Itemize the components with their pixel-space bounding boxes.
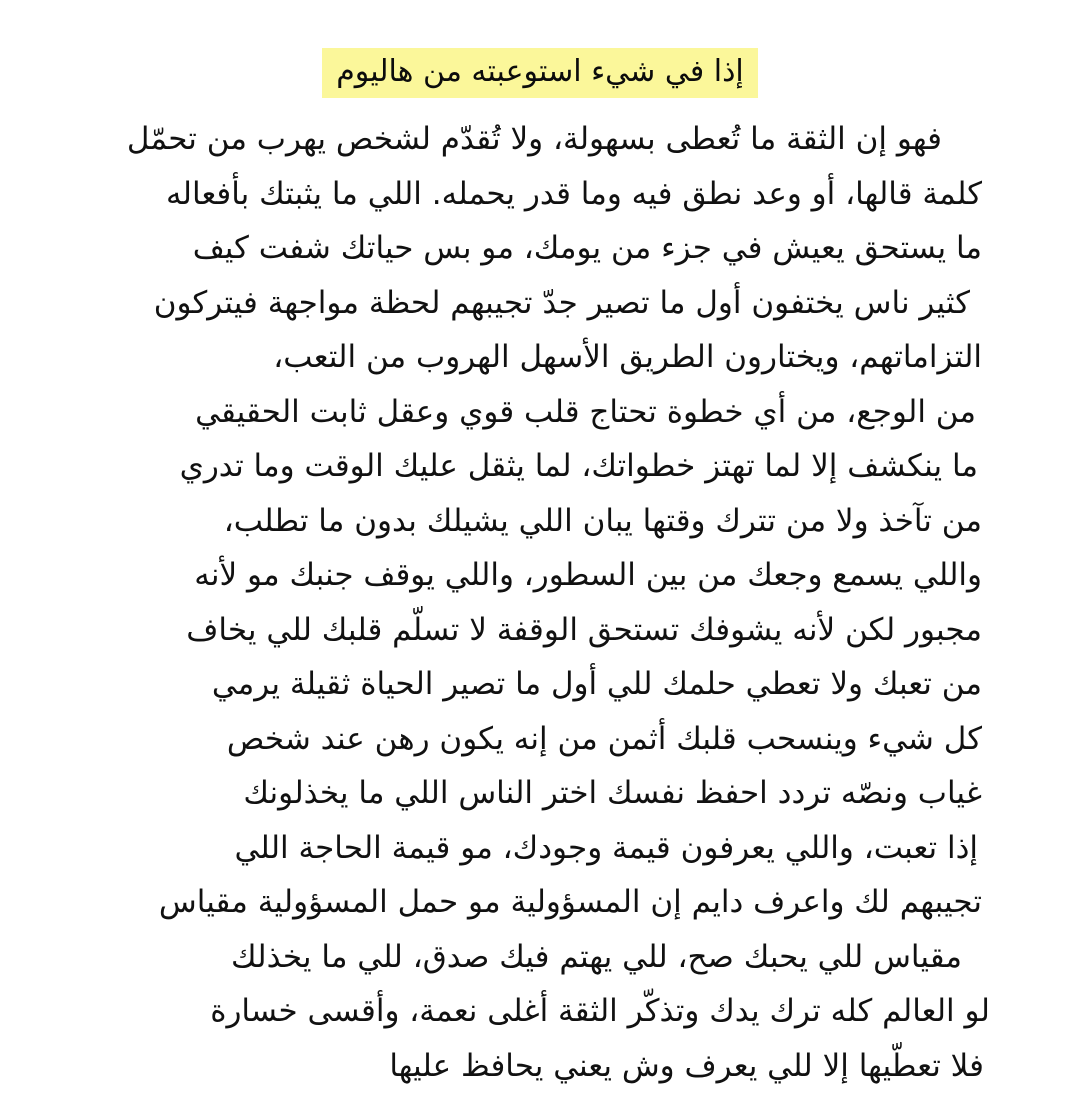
- text-line: مجبور لكن لأنه يشوفك تستحق الوقفة لا تسلّم قلبك للي يخاف: [100, 603, 990, 658]
- text-line: ما يستحق يعيش في جزء من يومك، مو بس حياتك شفت كيف: [100, 221, 990, 276]
- body-paragraph: [100, 112, 990, 1093]
- text-line: كثير ناس يختفون أول ما تصير جدّ تجيبهم لحظة مواجهة فيتركون: [100, 276, 990, 331]
- text-line: تجيبهم لك واعرف دايم إن المسؤولية مو حمل المسؤولية مقياس: [100, 875, 990, 930]
- text-line: واللي يسمع وجعك من بين السطور، واللي يوقف جنبك مو لأنه: [100, 548, 990, 603]
- text-line: فهو إن الثقة ما تُعطى بسهولة، ولا تُقدّم لشخص يهرب من تحمّل: [100, 112, 990, 167]
- text-line: كلمة قالها، أو وعد نطق فيه وما قدر يحمله. اللي ما يثبتك بأفعاله: [100, 167, 990, 222]
- text-line: لو العالم كله ترك يدك وتذكّر الثقة أغلى نعمة، وأقسى خسارة: [100, 984, 990, 1039]
- text-line: ما ينكشف إلا لما تهتز خطواتك، لما يثقل عليك الوقت وما تدري: [100, 439, 990, 494]
- text-line: كل شيء وينسحب قلبك أثمن من إنه يكون رهن عند شخص: [100, 712, 990, 767]
- text-line: فلا تعطّيها إلا للي يعرف وش يعني يحافظ عليها: [100, 1039, 990, 1093]
- text-line: مقياس للي يحبك صح، للي يهتم فيك صدق، للي ما يخذلك: [100, 930, 990, 985]
- text-line: غياب ونصّه تردد احفظ نفسك اختر الناس اللي ما يخذلونك: [100, 766, 990, 821]
- text-line: إذا تعبت، واللي يعرفون قيمة وجودك، مو قيمة الحاجة اللي: [100, 821, 990, 876]
- text-line: من تعبك ولا تعطي حلمك للي أول ما تصير الحياة ثقيلة يرمي: [100, 657, 990, 712]
- text-line: من تآخذ ولا من تترك وقتها يبان اللي يشيلك بدون ما تطلب،: [100, 494, 990, 549]
- highlighted-title: إذا في شيء استوعبته من هاليوم: [322, 48, 758, 98]
- text-line: من الوجع، من أي خطوة تحتاج قلب قوي وعقل ثابت الحقيقي: [100, 385, 990, 440]
- text-line: التزاماتهم، ويختارون الطريق الأسهل الهروب من التعب،: [100, 330, 990, 385]
- title-container: [0, 48, 1080, 98]
